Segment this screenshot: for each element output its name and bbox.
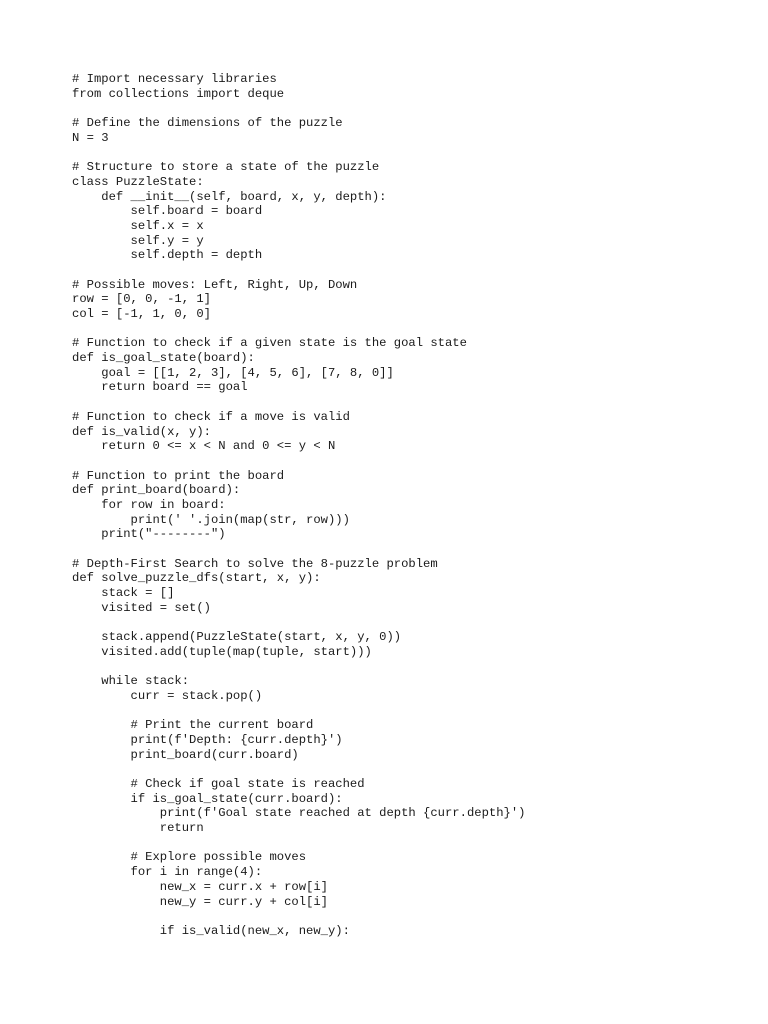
code-line: print("--------")	[72, 527, 226, 542]
code-line: new_x = curr.x + row[i]	[72, 879, 328, 894]
code-line	[72, 660, 525, 675]
code-line: for i in range(4):	[72, 865, 263, 880]
code-line: return	[72, 821, 204, 836]
code-line	[72, 101, 525, 116]
code-line: print(f'Goal state reached at depth {curr.depth}')	[72, 806, 526, 821]
code-line: def is_goal_state(board):	[72, 351, 255, 366]
code-line: self.y = y	[72, 233, 204, 248]
code-line	[72, 909, 525, 924]
code-line: col = [-1, 1, 0, 0]	[72, 307, 211, 321]
code-line	[72, 704, 525, 719]
code-line	[72, 263, 525, 278]
code-line: visited.add(tuple(map(tuple, start)))	[72, 644, 372, 659]
code-line: if is_goal_state(curr.board):	[72, 791, 343, 806]
code-line: for row in board:	[72, 497, 226, 512]
code-line: goal = [[1, 2, 3], [4, 5, 6], [7, 8, 0]]	[72, 365, 394, 380]
code-line: # Explore possible moves	[72, 850, 307, 865]
code-line: curr = stack.pop()	[72, 688, 263, 703]
code-line: if is_valid(new_x, new_y):	[72, 923, 350, 938]
code-block	[72, 72, 525, 939]
code-line	[72, 145, 525, 160]
code-line: visited = set()	[72, 600, 211, 615]
code-line: return 0 <= x < N and 0 <= y < N	[72, 439, 336, 454]
code-line: # Function to check if a given state is the goal state	[72, 336, 467, 351]
code-line: def __init__(self, board, x, y, depth):	[72, 189, 387, 204]
code-line: print_board(curr.board)	[72, 747, 299, 762]
code-line: # Print the current board	[72, 718, 314, 733]
code-line: def is_valid(x, y):	[72, 424, 211, 439]
code-line: self.depth = depth	[72, 248, 263, 263]
code-line: self.board = board	[72, 204, 263, 219]
code-line: # Structure to store a state of the puzzle	[72, 160, 380, 175]
code-line: stack.append(PuzzleState(start, x, y, 0))	[72, 630, 402, 645]
code-line: new_y = curr.y + col[i]	[72, 894, 328, 909]
code-line: def solve_puzzle_dfs(start, x, y):	[72, 571, 321, 586]
code-line	[72, 615, 525, 630]
code-line: while stack:	[72, 674, 190, 689]
code-line	[72, 454, 525, 469]
code-line: def print_board(board):	[72, 483, 241, 498]
code-line: print(' '.join(map(str, row)))	[72, 512, 350, 527]
code-line	[72, 542, 525, 557]
code-line: class PuzzleState:	[72, 174, 204, 189]
code-line: self.x = x	[72, 218, 204, 233]
code-line: return board == goal	[72, 380, 248, 395]
code-line: print(f'Depth: {curr.depth}')	[72, 732, 343, 747]
code-line: row = [0, 0, -1, 1]	[72, 292, 211, 307]
code-line	[72, 762, 525, 777]
code-line: stack = []	[72, 586, 175, 601]
code-line: # Function to print the board	[72, 468, 285, 483]
code-line: # Function to check if a move is valid	[72, 409, 350, 424]
code-line: # Import necessary libraries	[72, 72, 277, 86]
code-line: # Depth-First Search to solve the 8-puzzle problem	[72, 556, 438, 571]
code-line: # Check if goal state is reached	[72, 777, 365, 791]
code-line: # Define the dimensions of the puzzle	[72, 116, 343, 131]
code-line: # Possible moves: Left, Right, Up, Down	[72, 277, 358, 292]
code-line	[72, 322, 525, 337]
code-line	[72, 395, 525, 410]
code-line: from collections import deque	[72, 86, 285, 101]
code-line	[72, 836, 525, 851]
code-line: N = 3	[72, 130, 109, 145]
